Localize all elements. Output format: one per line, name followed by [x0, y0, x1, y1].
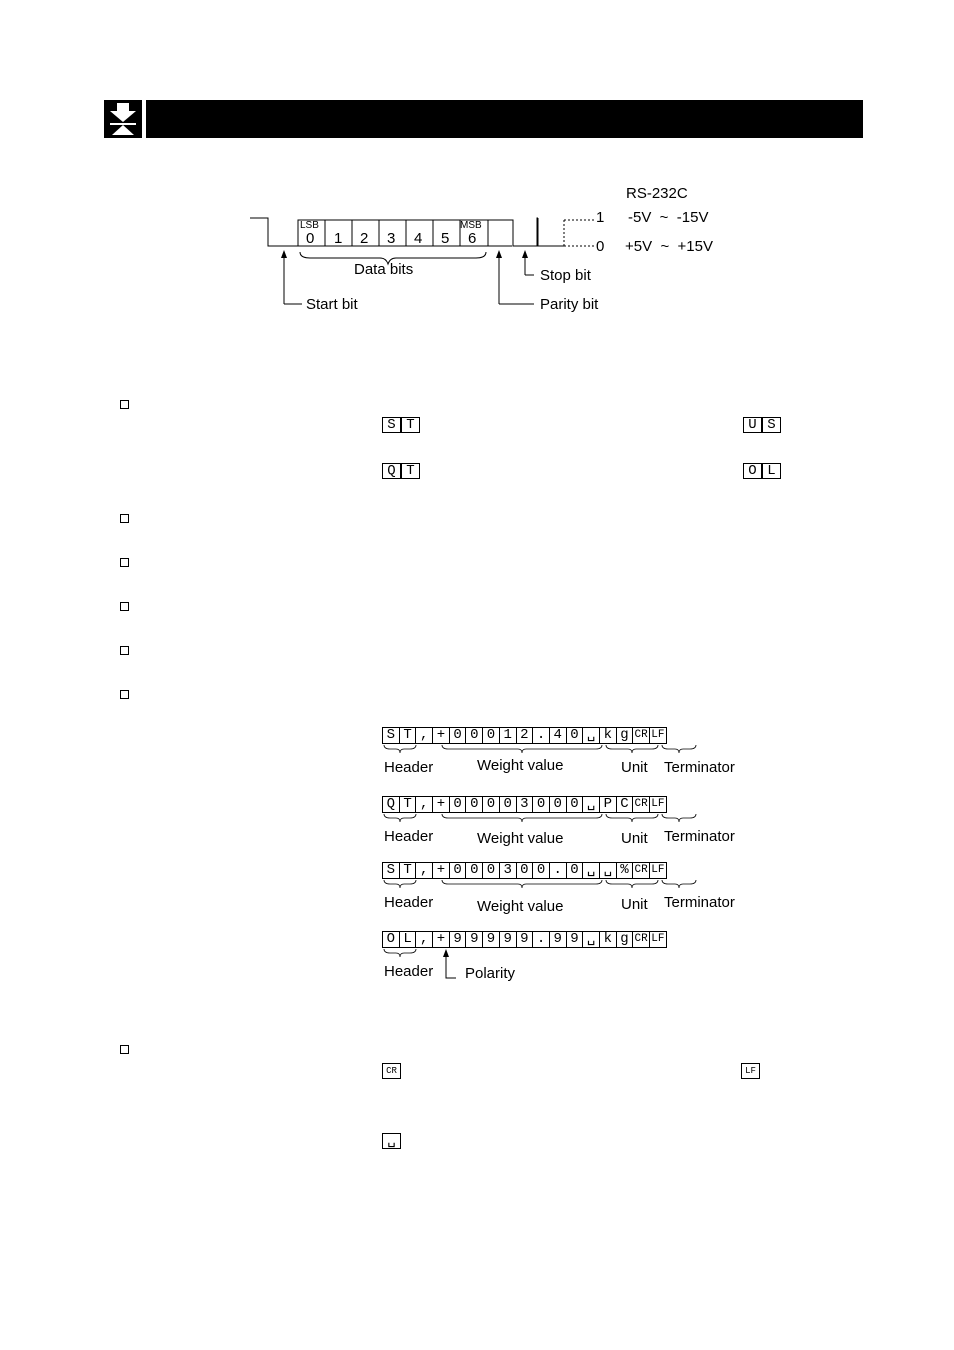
bit-6: 6	[468, 230, 477, 247]
voltage-1-label: -5V ~ -15V	[628, 209, 709, 226]
format-cell: 0	[549, 796, 567, 813]
format-cell: 0	[566, 727, 584, 744]
format-cell: T	[399, 727, 417, 744]
format-cell: 9	[566, 931, 584, 948]
space-symbol: ␣	[382, 1133, 401, 1149]
weight-value-label: Weight value	[477, 898, 564, 915]
format-cell: 3	[516, 796, 534, 813]
format-cell: 0	[532, 862, 550, 879]
format-cell: ,	[415, 796, 433, 813]
voltage-0-label: +5V ~ +15V	[625, 238, 713, 255]
format-cell: 0	[566, 862, 584, 879]
format-cell: LF	[649, 727, 667, 744]
msb-label: MSB	[460, 220, 482, 231]
format-braces	[380, 879, 720, 919]
format-cell: 0	[482, 862, 500, 879]
format-cell: 9	[482, 931, 500, 948]
format-cell: 0	[449, 727, 467, 744]
code-ol-o: O	[743, 463, 762, 479]
format-row-2	[382, 796, 666, 813]
bit-4: 4	[414, 230, 423, 247]
bit-2: 2	[360, 230, 369, 247]
format-cell: T	[399, 796, 417, 813]
format-cell: 9	[549, 931, 567, 948]
code-st-t: T	[401, 417, 420, 433]
bullet-3	[120, 558, 129, 567]
format-row-1	[382, 727, 666, 744]
terminator-label: Terminator	[664, 759, 735, 776]
format-cell: 0	[449, 862, 467, 879]
terminator-label: Terminator	[664, 828, 735, 845]
terminator-label: Terminator	[664, 894, 735, 911]
bullet-format	[120, 690, 129, 699]
data-bits-label: Data bits	[354, 261, 414, 278]
format-cell: g	[616, 727, 634, 744]
header-label: Header	[384, 963, 434, 980]
format-cell: CR	[632, 931, 650, 948]
format-cell: Q	[382, 796, 400, 813]
weight-value-label: Weight value	[477, 757, 564, 774]
code-st-s: S	[382, 417, 401, 433]
format-cell: P	[599, 796, 617, 813]
format-cell: ,	[415, 931, 433, 948]
format-cell: +	[432, 727, 450, 744]
format-cell: 9	[449, 931, 467, 948]
format-cell: ␣	[582, 862, 600, 879]
format-cell: +	[432, 796, 450, 813]
format-cell: 2	[516, 727, 534, 744]
lsb-label: LSB	[300, 220, 319, 231]
stop-bit-label: Stop bit	[540, 267, 591, 284]
header-separator	[142, 100, 146, 138]
format-cell: 0	[499, 796, 517, 813]
header-label: Header	[384, 759, 434, 776]
format-cell: 0	[516, 862, 534, 879]
format-row-4	[382, 931, 666, 948]
format-cell: 3	[499, 862, 517, 879]
format-cell: LF	[649, 796, 667, 813]
weight-value-label: Weight value	[477, 830, 564, 847]
format-cell: 0	[465, 862, 483, 879]
rs232c-diagram	[250, 180, 730, 320]
level-0-label: 0	[596, 238, 605, 255]
code-ol-l: L	[762, 463, 781, 479]
start-bit-label: Start bit	[306, 296, 358, 313]
format-cell: C	[616, 796, 634, 813]
format-cell: 9	[499, 931, 517, 948]
format-cell: S	[382, 727, 400, 744]
format-cell: ␣	[582, 796, 600, 813]
bullet-symbols	[120, 1045, 129, 1054]
format-cell: +	[432, 931, 450, 948]
format-cell: 0	[449, 796, 467, 813]
bullet-5	[120, 646, 129, 655]
format-cell: CR	[632, 862, 650, 879]
format-cell: 0	[482, 796, 500, 813]
code-us-u: U	[743, 417, 762, 433]
format-cell: 0	[482, 727, 500, 744]
format-cell: 1	[499, 727, 517, 744]
unit-label: Unit	[621, 896, 648, 913]
format-cell: 4	[549, 727, 567, 744]
download-arrow-icon	[104, 100, 142, 138]
format-cell: T	[399, 862, 417, 879]
section-header-bar	[104, 100, 863, 138]
unit-label: Unit	[621, 759, 648, 776]
header-label: Header	[384, 894, 434, 911]
format-cell: g	[616, 931, 634, 948]
format-cell: k	[599, 727, 617, 744]
format-cell: S	[382, 862, 400, 879]
format-cell: ␣	[582, 727, 600, 744]
format-cell: ␣	[599, 862, 617, 879]
format-cell: ␣	[582, 931, 600, 948]
format-cell: %	[616, 862, 634, 879]
format-cell: LF	[649, 862, 667, 879]
code-us-s: S	[762, 417, 781, 433]
bit-5: 5	[441, 230, 450, 247]
bullet-4	[120, 602, 129, 611]
code-qt-t: T	[401, 463, 420, 479]
polarity-label: Polarity	[465, 965, 516, 982]
bit-3: 3	[387, 230, 396, 247]
format-cell: LF	[649, 931, 667, 948]
format-braces	[380, 744, 720, 784]
format-cell: 0	[465, 796, 483, 813]
bit-0: 0	[306, 230, 315, 247]
unit-label: Unit	[621, 830, 648, 847]
format-cell: .	[532, 727, 550, 744]
bullet-header	[120, 400, 129, 409]
header-label: Header	[384, 828, 434, 845]
format-cell: 0	[465, 727, 483, 744]
format-cell: CR	[632, 796, 650, 813]
format-cell: ,	[415, 862, 433, 879]
format-cell: CR	[632, 727, 650, 744]
parity-bit-label: Parity bit	[540, 296, 599, 313]
format-cell: ,	[415, 727, 433, 744]
bullet-2	[120, 514, 129, 523]
format-braces	[380, 813, 720, 853]
lf-symbol: LF	[741, 1063, 760, 1079]
format-cell: L	[399, 931, 417, 948]
format-cell: k	[599, 931, 617, 948]
rs232c-label: RS-232C	[626, 185, 688, 202]
level-1-label: 1	[596, 209, 605, 226]
format-cell: 0	[566, 796, 584, 813]
format-cell: .	[549, 862, 567, 879]
format-cell: .	[532, 931, 550, 948]
format-cell: O	[382, 931, 400, 948]
bit-1: 1	[334, 230, 343, 247]
format-cell: 9	[465, 931, 483, 948]
format-cell: +	[432, 862, 450, 879]
format-row-3	[382, 862, 666, 879]
cr-symbol: CR	[382, 1063, 401, 1079]
format-braces	[380, 948, 720, 988]
code-qt-q: Q	[382, 463, 401, 479]
format-cell: 0	[532, 796, 550, 813]
format-cell: 9	[516, 931, 534, 948]
